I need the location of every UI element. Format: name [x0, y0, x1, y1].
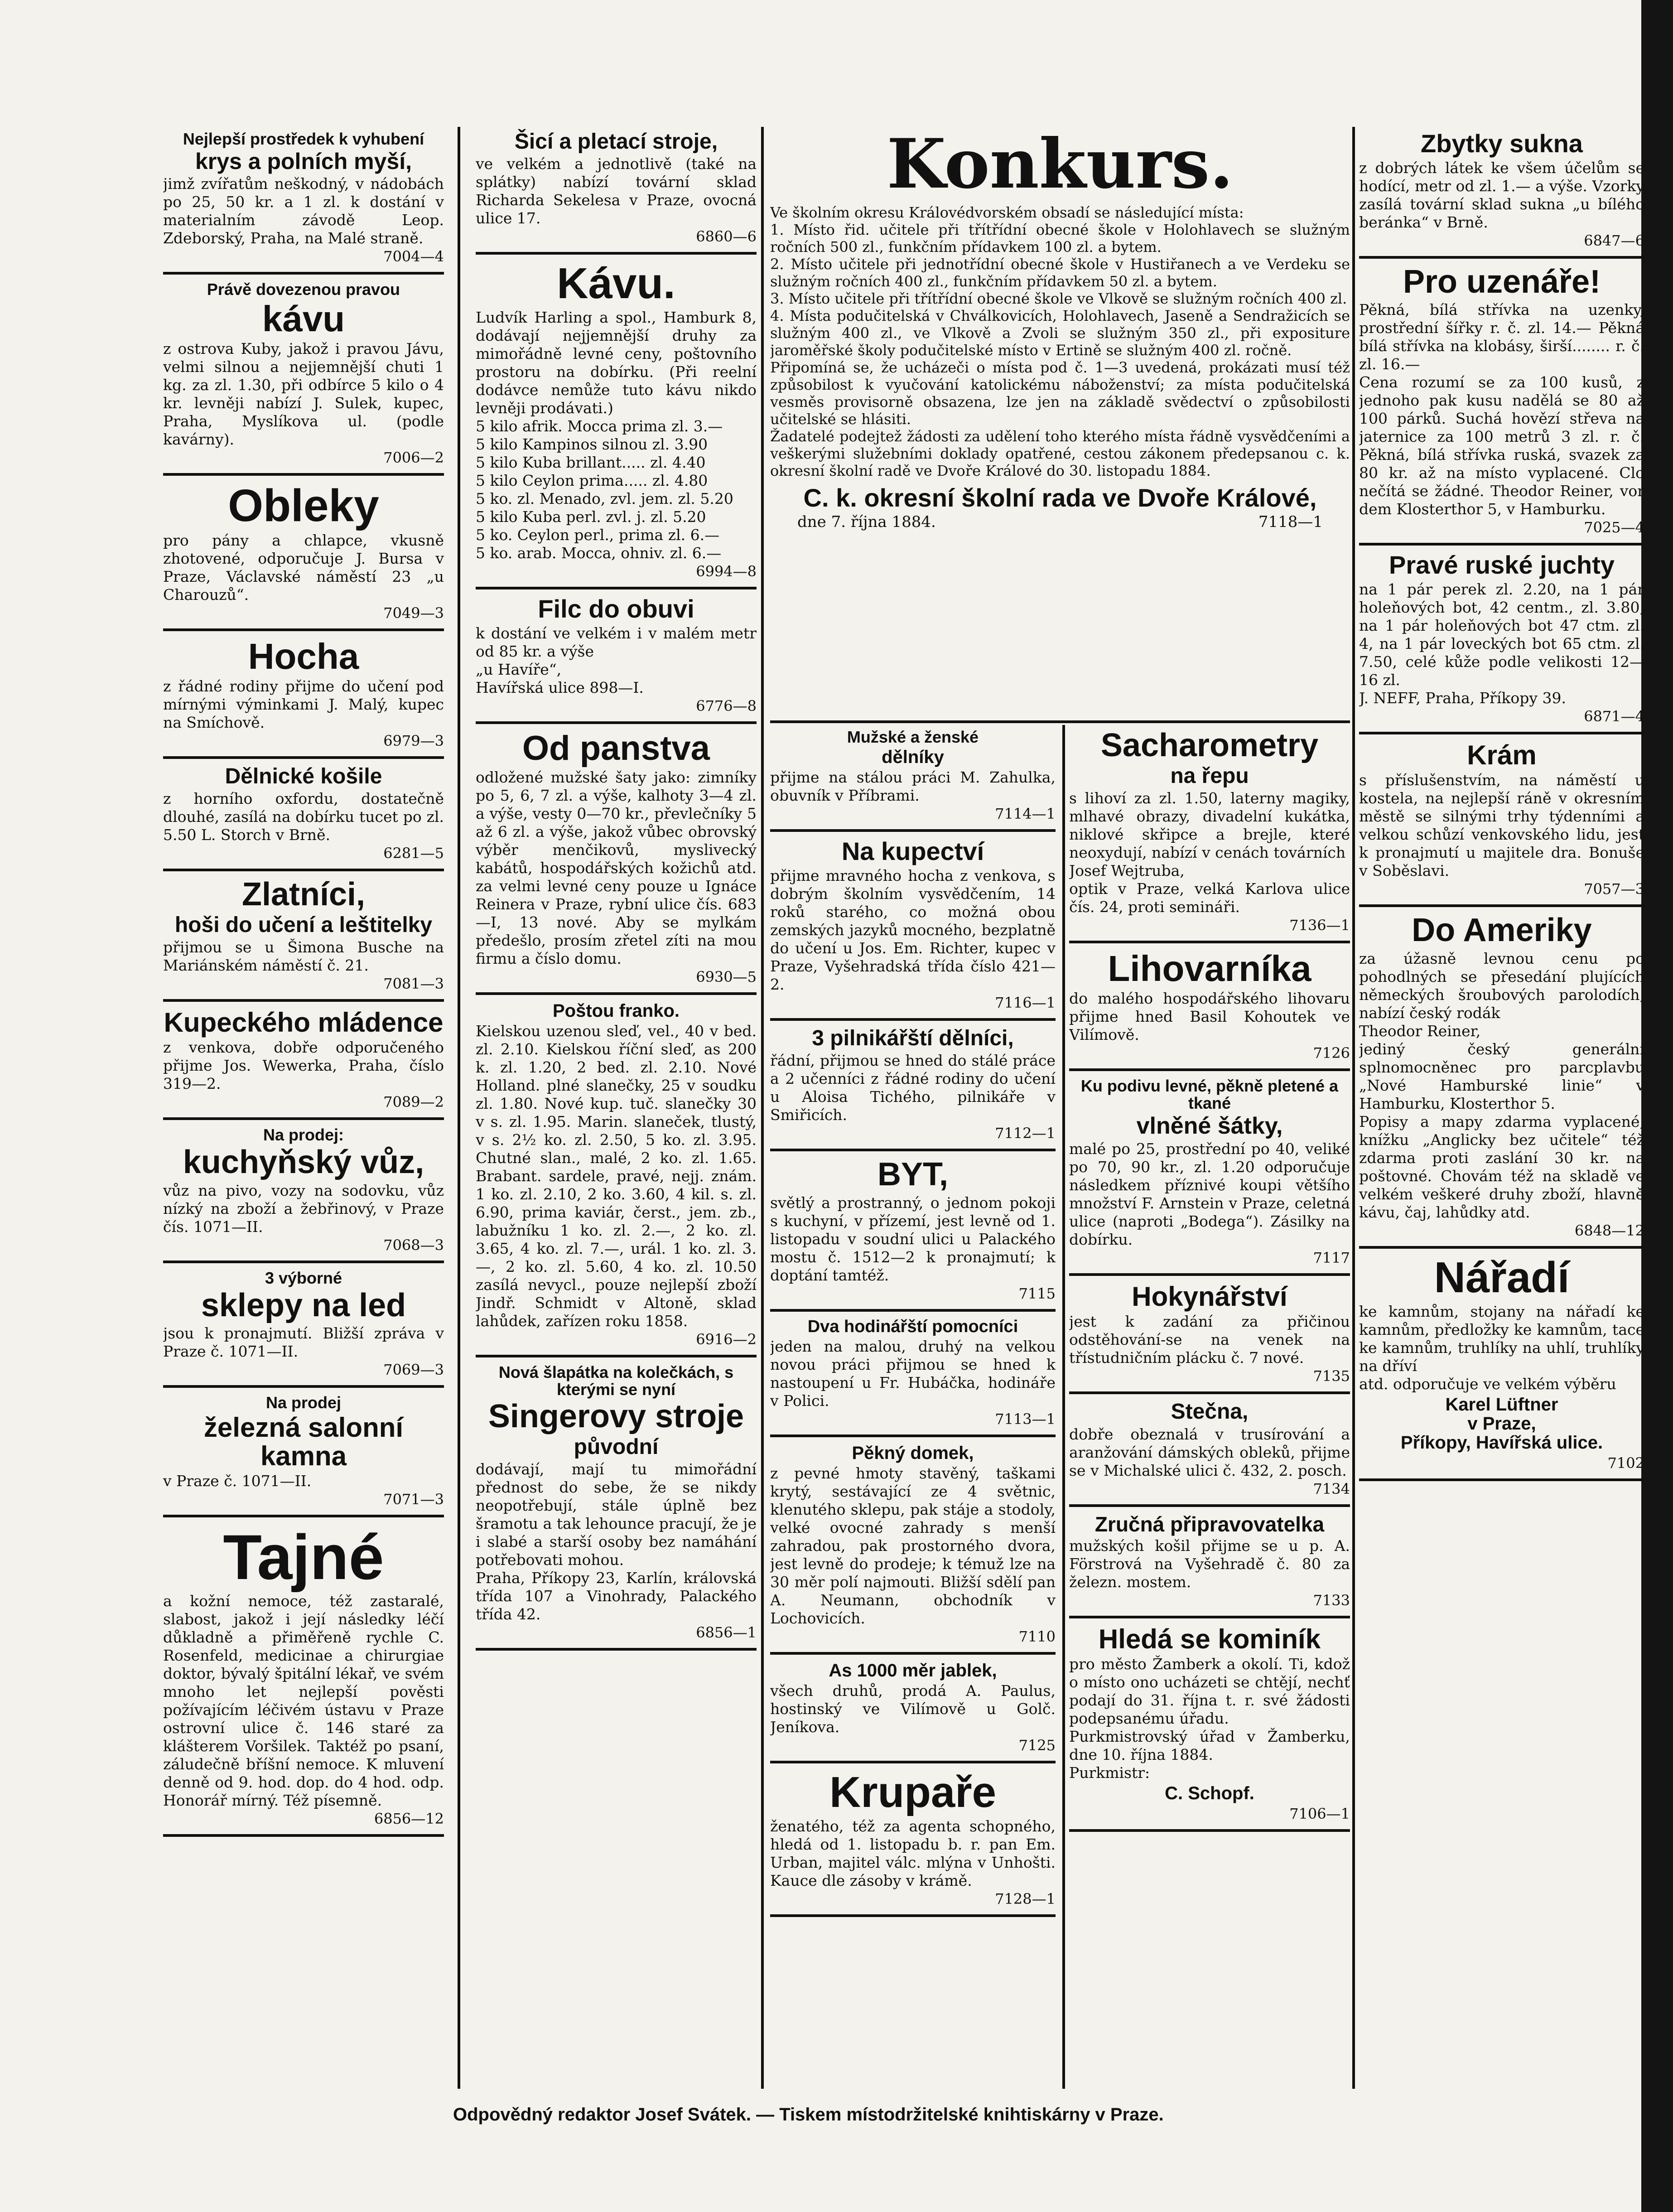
- ad-body: na 1 pár perek zl. 2.20, na 1 pár holeňových bot, 42 centm., zl. 3.80, na 1 pár holeňových bot 47 ctm. zl. 4, na 1 pár loveckých bot 65 ctm. zl. 7.50, celé kůže podle velikosti 12—16 zl. J. NEFF, Praha, Příkopy 39.: [1359, 580, 1644, 707]
- ad-title: Kupeckého mládence: [164, 1007, 444, 1038]
- column-rule: [1352, 127, 1355, 2089]
- ad-ref: 7102: [1607, 1454, 1644, 1472]
- ad-subtitle: původní: [574, 1434, 659, 1459]
- ad-divider: [163, 1834, 444, 1837]
- ad-title: Hledá se kominík: [1098, 1623, 1321, 1654]
- ad-kicker: Nová šlapátka na kolečkách, s kterými se nyní: [498, 1362, 734, 1399]
- ad-block: [770, 725, 1056, 826]
- ad-title: Zručná připravovatelka: [1094, 1512, 1325, 1536]
- ad-body: všech druhů, prodá A. Paulus, hostinský ve Vilímově u Golč. Jeníkova.: [770, 1682, 1056, 1736]
- ad-title: kuchyňský vůz,: [183, 1144, 424, 1181]
- ad-ref: 7112—1: [995, 1124, 1056, 1142]
- ad-ref: 6847—6: [1584, 232, 1644, 249]
- ad-body: přijme na stálou práci M. Zahulka, obuvník v Příbrami.: [770, 768, 1056, 804]
- ad-ref: 7057—3: [1584, 880, 1644, 898]
- ad-signature: C. Schopf.: [1165, 1783, 1254, 1803]
- ad-block: [163, 634, 444, 753]
- ad-title: Stečna,: [1171, 1400, 1249, 1424]
- ad-body: jeden na malou, druhý na velkou novou práci přijmou se hned k nastoupení u Fr. Hubáčka, hodináře v Polici.: [770, 1338, 1056, 1410]
- ad-ref: 7110: [1018, 1628, 1056, 1646]
- ad-title: Pěkný domek,: [852, 1443, 974, 1463]
- ad-body: dodávají, mají tu mimořádní přednost do sebe, že se nikdy neopotřebují, stále úplně bez šramotu a tak lehounce pracují, že je i slabé a starší osoby bez namáhání potřebovati mohou. Praha, Příkopy 23, Karlín, královská třída 107 a Vinohrady, Palackého třída 42.: [476, 1460, 757, 1623]
- ad-divider: [1359, 543, 1644, 546]
- ad-divider: [163, 999, 444, 1002]
- ad-ref: 7136—1: [1289, 916, 1350, 934]
- ad-ref: 7117: [1313, 1249, 1350, 1267]
- column-4: [1359, 127, 1644, 2089]
- ad-block: [1359, 737, 1644, 902]
- ad-body: z dobrých látek ke všem účelům se hodící, metr od zl. 1.— a výše. Vzorky zasílá tovární sklad sukna „u bílého beránka“ v Brně.: [1359, 159, 1644, 231]
- ad-body: řádní, přijmou se hned do stálé práce a 2 učenníci z řádné rodiny do učení u Aloisa Tichého, pilnikáře v Smiřicích.: [770, 1051, 1056, 1124]
- ad-ref: 7049—3: [383, 604, 444, 622]
- ad-title: Pravé ruské juchty: [1389, 551, 1615, 580]
- column-rule: [761, 127, 764, 2089]
- ad-divider: [1359, 1246, 1644, 1249]
- ad-body: do malého hospodářského lihovaru přijme hned Basil Kohoutek ve Vilímově.: [1069, 989, 1350, 1043]
- ad-title: Singerovy stroje: [488, 1398, 744, 1435]
- ad-title: Krupaře: [829, 1768, 997, 1817]
- ad-divider: [476, 1355, 757, 1357]
- ad-block: [1069, 1621, 1350, 1826]
- ad-title: Sacharometry: [1100, 727, 1319, 763]
- ad-body: mužských košil přijme se u p. A. Förstrová na Vyšehradě č. 80 za železn. mostem.: [1069, 1536, 1350, 1591]
- ad-block: [1359, 548, 1644, 729]
- ad-title: Filc do obuvi: [538, 594, 694, 623]
- ad-body: z ostrova Kuby, jakož i pravou Jávu, velmi silnou a nejjemnější chuti 1 kg. za zl. 1.30, při odbírce 5 kilo o 4 kr. levněji nabízí J. Sulek, kupec, Praha, Myslíkova ul. (podle kavárny).: [163, 340, 444, 449]
- ad-ref: 6994—8: [696, 563, 757, 580]
- ad-ref: 7004—4: [383, 248, 444, 266]
- ad-divider: [1069, 1829, 1350, 1832]
- ad-title: Pro uzenáře!: [1403, 263, 1601, 300]
- ad-title: vlněné šátky,: [1136, 1112, 1283, 1139]
- ad-block: [1069, 1279, 1350, 1389]
- ad-block: [476, 727, 757, 990]
- ad-block: [476, 1360, 757, 1646]
- ad-title: Zlatníci,: [241, 876, 366, 913]
- ad-ref: 7113—1: [995, 1410, 1056, 1428]
- ad-title: 3 pilnikářští dělníci,: [812, 1026, 1014, 1050]
- scan-edge: [1641, 0, 1673, 2212]
- ad-ref: 6848—12: [1574, 1222, 1644, 1239]
- ad-block: [770, 835, 1056, 1015]
- ad-block: [1069, 946, 1350, 1066]
- ad-block: [770, 1154, 1056, 1306]
- ad-block: [1069, 1510, 1350, 1613]
- ad-title: Zbytky sukna: [1421, 129, 1583, 158]
- footer-imprint: Odpovědný redaktor Josef Svátek. — Tiskem místodržitelské knihtiskárny v Praze.: [453, 2105, 1164, 2125]
- ad-body: Pěkná, bílá střívka na uzenky, prostřední šířky r. č. zl. 14.— Pěkná bílá střívka na klobásy, širší........ r. č. zl. 16.— Cena rozumí se za 100 kusů, z jednoho pak kusu nadělá se 80 až 100 párků. Suchá hovězí střeva na jaternice za 100 metrů 3 zl. r. č. Pěkná, bílá střívka ruská, svazek za 80 kr. až na místo vyplacené. Clo nečítá se žádné. Theodor Reiner, vor dem Klosterthor 5, v Hamburku.: [1359, 301, 1644, 518]
- ad-divider: [1069, 1504, 1350, 1507]
- ad-block: [476, 592, 757, 719]
- ad-title: kávu: [262, 299, 345, 339]
- ad-block: [476, 998, 757, 1352]
- ad-divider: [1359, 732, 1644, 734]
- ad-kicker: Ku podivu levné, pěkně pletené a tkané: [1080, 1076, 1339, 1112]
- ad-ref: 6776—8: [696, 697, 757, 715]
- ad-body: a kožní nemoce, též zastaralé, slabost, jakož i její následky léčí důkladně a přiměřeně rychle C. Rosenfeld, medicinae a chirurgiae doktor, bývalý špitální lékař, ve svém mnoho let nejlepší pověsti požívajícím léčivém ústavu v Praze ostrovní ulice č. 146 staré za klášterem Voršilek. Taktéž po psaní, záludečně bříšní nemoce. K mluvení denně od 9. hod. dop. do 4 hod. odp. Honorář mírný. Též písemně.: [163, 1592, 444, 1810]
- ad-ref: 7126: [1313, 1044, 1350, 1062]
- ad-block: [163, 1520, 444, 1831]
- ad-subtitle: na řepu: [1170, 763, 1249, 788]
- ad-block: [1069, 725, 1350, 938]
- ad-block: [1359, 910, 1644, 1243]
- ad-ref: 7134: [1313, 1480, 1350, 1497]
- ad-body: dobře obeznalá v trusírování a aranžování dámských obleků, přijme se v Michalské ulici č. 432, 2. posch.: [1069, 1425, 1350, 1479]
- ad-title: Hokynářství: [1132, 1281, 1287, 1312]
- ad-title: Hocha: [248, 636, 359, 677]
- ad-title: BYT,: [877, 1156, 949, 1193]
- ad-body: jest k zadání za přičinou odstěhování-se na venek na třístudničním plácku č. 7 nové.: [1069, 1313, 1350, 1367]
- ad-ref: 7114—1: [995, 805, 1056, 822]
- column-2: [476, 127, 757, 2089]
- ad-block: [163, 1266, 444, 1382]
- ad-divider: [163, 1117, 444, 1120]
- ad-subtitle: hoši do učení a leštitelky: [174, 913, 433, 937]
- ad-divider: [770, 1761, 1056, 1763]
- ad-ref: 6856—12: [374, 1810, 444, 1828]
- ad-ref: 7128—1: [995, 1890, 1056, 1908]
- ad-divider: [770, 1018, 1056, 1021]
- ad-signature: Karel Lüftner v Praze, Příkopy, Havířská ulice.: [1400, 1394, 1603, 1453]
- ad-ref: 6979—3: [383, 732, 444, 750]
- ad-ref: 7081—3: [383, 975, 444, 993]
- ad-divider: [476, 252, 757, 255]
- ad-block: [163, 277, 444, 470]
- ad-body: pro město Žamberk a okolí. Ti, kdož o místo ono ucházeti se chtějí, nechť podají do 31. října t. r. své žádosti podepsanému úřadu. Purkmistrovský úřad v Žamberku, dne 10. října 1884. Purkmistr:: [1069, 1655, 1350, 1782]
- ad-title: Kávu.: [557, 259, 675, 308]
- ad-body: světlý a prostranný, o jednom pokoji s kuchyní, v přízemí, jest levně od 1. listopadu v soudní ulici u Palackého mostu č. 1512—2 k pronajmutí; k doptání tamtéž.: [770, 1193, 1056, 1284]
- konkurs-title: Konkurs.: [887, 127, 1234, 204]
- ad-block: [770, 1440, 1056, 1649]
- ad-divider: [1069, 1273, 1350, 1276]
- ad-block: [163, 874, 444, 996]
- ad-divider: [1069, 1391, 1350, 1394]
- ad-kicker: Právě dovezenou pravou: [207, 280, 400, 299]
- ad-ref: 6281—5: [383, 845, 444, 862]
- ad-body: pro pány a chlapce, vkusně zhotovené, odporučuje J. Bursa v Praze, Václavské náměstí 23 „u Charouzů“.: [163, 531, 444, 604]
- ad-ref: 7116—1: [995, 994, 1056, 1011]
- ad-ref: 7133: [1313, 1591, 1350, 1609]
- ad-block: [163, 762, 444, 866]
- ad-block: [163, 1005, 444, 1115]
- ad-title: dělníky: [882, 747, 944, 767]
- ad-ref: 7071—3: [383, 1491, 444, 1508]
- ad-divider: [770, 1434, 1056, 1437]
- ad-divider: [163, 1385, 444, 1388]
- ad-ref: 6860—6: [696, 228, 757, 246]
- ad-block: [476, 127, 757, 249]
- ad-divider: [1069, 1616, 1350, 1618]
- ad-block: [770, 1657, 1056, 1758]
- ad-divider: [163, 272, 444, 275]
- ad-divider: [1359, 1478, 1644, 1481]
- ad-block: [163, 478, 444, 626]
- ad-ref: 6916—2: [696, 1330, 757, 1348]
- ad-body: Kielskou uzenou sleď, vel., 40 v bed. zl. 2.10. Kielskou říční sleď, as 200 k. zl. 1.20, 2 bed. zl. 2.10. Nové Holland. plné slanečky, 25 v soudku zl. 1.80. Nové kup. tuč. slanečky 30 v s. zl. 1.95. Marin. slaneček, tlustý, v s. 2½ ko. zl. 2.50, 5 ko. zl. 3.95. Chutné slan., malé, 2 ko. zl. 1.65. Brabant. sardele, pravé, nejj. znám. 1 ko. zl. 2.10, 2 ko. 3.60, 4 kil. s. zl. 6.90, prima kaviár, čerst., jem. zb., labužníku 1 ko. zl. 2.—, 2 ko. zl. 3.65, 4 ko. zl. 7.—, urál. 1 ko. zl. 3.—, 2 ko. zl. 5.60, 4 ko. zl. 10.50 zasílá nevycl., pouze nejlepší zboží Jindř. Schmidt v Altoně, sklad lahůdek, zařízen roku 1858.: [476, 1022, 757, 1330]
- ad-block: [1069, 1074, 1350, 1270]
- ad-divider: [770, 1914, 1056, 1917]
- ad-kicker: Mužské a ženské: [847, 728, 979, 746]
- ad-block: [770, 1314, 1056, 1432]
- ad-body: jsou k pronajmutí. Bližší zpráva v Praze č. 1071—II.: [163, 1324, 444, 1361]
- ad-body: k dostání ve velkém i v malém metr od 85 kr. a výše „u Havíře“, Havířská ulice 898—I.: [476, 624, 757, 696]
- ad-block: [163, 1123, 444, 1257]
- ad-body: malé po 25, prostřední po 40, veliké po 70, 90 kr., zl. 1.20 odporučuje následkem příznivé koupi většího množství F. Arnstein v Praze, celetná ulice (naproti „Bodega“). Zásilky na dobírku.: [1069, 1140, 1350, 1249]
- ad-title: Šicí a pletací stroje,: [514, 130, 718, 154]
- ad-body: s lihoví za zl. 1.50, laterny magiky, mlhavé obrazy, divadelní kukátka, niklové skřipce a brejle, které neoxydují, nabízí v cenách továrních Josef Wejtruba, optik v Praze, velká Karlova ulice čís. 24, proti semináři.: [1069, 789, 1350, 916]
- ad-body: Ludvík Harling a spol., Hamburk 8, dodávají nejjemnější druhy za mimořádně levné ceny, poštovního prostoru na dobírku. (Při reelní dodávce nemůže tuto kávu nikdo levněji prodávati.) 5 kilo afrik. Mocca prima zl. 3.— 5 kilo Kampinos silnou zl. 3.90 5 kilo Kuba brillant..... zl. 4.40 5 kilo Ceylon prima..... zl. 4.80 5 ko. zl. Menado, zvl. jem. zl. 5.20 5 kilo Kuba perl. zvl. j. zl. 5.20 5 ko. Ceylon perl., prima zl. 6.— 5 ko. arab. Mocca, ohniv. zl. 6.—: [476, 309, 757, 562]
- ad-body: z horního oxfordu, dostatečně dlouhé, zasílá na dobírku tucet po zl. 5.50 L. Storch v Brně.: [163, 790, 444, 844]
- ad-divider: [770, 1309, 1056, 1312]
- ad-title: Na kupectví: [841, 836, 984, 865]
- ad-divider: [1069, 941, 1350, 943]
- ad-title: Dělnické košile: [225, 764, 382, 789]
- ad-body: v Praze č. 1071—II.: [163, 1472, 312, 1490]
- ad-body: z řádné rodiny přijme do učení pod mírnými výminkami J. Malý, kupec na Smíchově.: [163, 677, 444, 732]
- ad-block: [1359, 1251, 1644, 1476]
- ad-divider: [476, 721, 757, 724]
- ad-body: přijme mravného hocha z venkova, s dobrým školním vysvědčením, 14 roků starého, co možná obou zemských jazyků mocného, bezplatně do učení u Jos. Em. Richter, kupec v Praze, Vyšehradská třída číslo 421—2.: [770, 866, 1056, 993]
- ad-body: z pevné hmoty stavěný, taškami krytý, sestávající ze 4 světnic, klenutého sklepu, pak stáje a stodoly, velké ovocné zahrady s menší zahradou, pak prostorného dvora, jest levně do prodeje; k témuž lze na 30 měr polí najmouti. Bližší sdělí pan A. Neumann, obchodník v Lochovicích.: [770, 1464, 1056, 1628]
- ad-divider: [476, 1648, 757, 1651]
- ad-divider: [1069, 1068, 1350, 1071]
- ad-kicker: Na prodej: [265, 1393, 342, 1412]
- column-1: [163, 127, 444, 2089]
- ad-kicker: 3 výborné: [265, 1268, 342, 1287]
- ad-kicker: Na prodej:: [263, 1125, 344, 1145]
- konkurs-date: dne 7. října 1884.: [797, 513, 936, 531]
- konkurs-ref: 7118—1: [1258, 513, 1323, 531]
- ad-ref: 7089—2: [383, 1093, 444, 1111]
- ad-body: vůz na pivo, vozy na sodovku, vůz nízký na zboží a žebřinový, v Praze čís. 1071—II.: [163, 1181, 444, 1236]
- ad-body: ve velkém a jednotlivě (také na splátky) nabízí tovární sklad Richarda Sekelesa v Praze, ovocná ulice 17.: [476, 155, 757, 227]
- ad-title: krys a polních myší,: [195, 148, 412, 174]
- ad-body: s příslušenstvím, na náměstí u kostela, na nejlepší ráně v okresním městě se silnými trhy týdenními a velkou schůzí venkovského lidu, jest k pronajmutí u majitele dra. Bonuše v Soběslavi.: [1359, 771, 1644, 880]
- ad-block: [476, 257, 757, 584]
- column-rule: [458, 127, 460, 2089]
- ad-divider: [163, 1515, 444, 1517]
- ad-divider: [163, 869, 444, 871]
- ad-body: ke kamnům, stojany na nářadí ke kamnům, předložky ke kamnům, tace ke kamnům, truhlíky na uhlí, truhlíky na dříví atd. odporučuje ve velkém výběru: [1359, 1302, 1644, 1393]
- konkurs-signature: C. k. okresní školní rada ve Dvoře Králové,: [803, 483, 1317, 512]
- ad-body: ženatého, též za agenta schopného, hledá od 1. listopadu b. r. pan Em. Urban, majitel válc. mlýna v Unhošti. Kauce dle zásoby v krámě.: [770, 1817, 1056, 1890]
- ad-ref: 7025—4: [1584, 519, 1644, 536]
- ad-ref: 7069—3: [383, 1361, 444, 1379]
- ad-divider: [1359, 904, 1644, 907]
- ad-title: Krám: [1467, 740, 1537, 771]
- ad-divider: [1359, 256, 1644, 259]
- column-rule: [1062, 725, 1065, 2089]
- ad-divider: [770, 1652, 1056, 1655]
- ad-block: [770, 1024, 1056, 1146]
- ad-title: Dva hodinářští pomocníci: [807, 1317, 1018, 1336]
- ad-body: přijmou se u Šimona Busche na Mariánském náměstí č. 21.: [163, 938, 444, 975]
- ad-ref: 7125: [1018, 1737, 1056, 1754]
- ad-divider: [163, 1261, 444, 1263]
- ad-title: As 1000 měr jablek,: [829, 1661, 997, 1681]
- column-3-konkurs: [770, 127, 1350, 716]
- ad-title: železná salonní kamna: [203, 1412, 404, 1472]
- ad-ref: 6856—1: [696, 1624, 757, 1642]
- ad-title: Poštou franko.: [552, 1000, 680, 1021]
- ad-ref: 7006—2: [383, 449, 444, 467]
- ad-divider: [163, 756, 444, 759]
- ad-body: jimž zvířatům neškodný, v nádobách po 25, 50 kr. a 1 zl. k dostání v materialním závodě Leop. Zdeborský, Praha, na Malé straně.: [163, 175, 444, 247]
- ad-block: [1359, 261, 1644, 541]
- ad-body: za úžasně levnou cenu po pohodlných se přesedání plujících německých šroubových parolodích, nabízí český rodák Theodor Reiner, jediný český generální splnomocněnec pro parcplavbu „Nové Hamburské linie“ v Hamburku, Klosterthor 5. Popisy a mapy zdarma vyplacené, knížku „Anglicky bez učitele“ též zdarma proti zaslání 30 kr. na poštovné. Chovám též na skladě ve velkém veškeré druhy zboží, hlavně kávu, čaj, lahůdky atd.: [1359, 949, 1644, 1221]
- ad-divider: [163, 473, 444, 476]
- ad-divider: [476, 992, 757, 995]
- ad-block: [1359, 127, 1644, 253]
- ad-title: Nářadí: [1434, 1253, 1570, 1302]
- ad-title: Tajné: [223, 1521, 384, 1593]
- ad-title: Do Ameriky: [1412, 912, 1592, 949]
- ad-body: z venkova, dobře odporučeného přijme Jos. Wewerka, Praha, číslo 319—2.: [163, 1038, 444, 1093]
- ad-divider: [770, 829, 1056, 832]
- ad-ref: 7115: [1018, 1285, 1056, 1302]
- ad-title: Od panstva: [522, 729, 710, 768]
- ad-divider: [770, 1149, 1056, 1151]
- ad-block: [1069, 1397, 1350, 1501]
- ad-ref: 6930—5: [696, 968, 757, 985]
- ad-ref: 7106—1: [1289, 1805, 1350, 1822]
- konkurs-body: Ve školním okresu Královédvorském obsadí se následující místa: 1. Místo řid. učitele při třítřídní obecné škole v Holohlavech se služným ročních 500 zl., funkčním přídavkem 100 zl. a bytem. 2. Místo učitele při jednotřídní obecné škole v Hustiřanech a ve Verdeku se služným ročních 400 zl., funkčním přídavkem 50 zl. a bytem. 3. Místo učitele při třítřídní obecné škole ve Vlkově se služným ročních 400 zl. 4. Místa podučitelská v Chválkovicích, Holohlavech, Jaseně a Sendražicích se služným 400 zl., ve Vlkově a Zvoli se služným 350 zl., při expositure jaroměřské školy podučitelské místo v Ertině se služným 400 zl. ročně. Připomíná se, že ucházeči o místa pod č. 1—3 uvedená, prokázati musí též způsobilost k vyučování katolickému náboženství; za místa podučitelská vesměs provisorně obsazena, lze jen na základě svědectví o způsobilosti učitelské se hlásiti. Žadatelé podejtež žádosti za udělení toho kterého místa řádně vysvědčeními a veškerými služebními doklady opatřené, cestou zákonem předepsanou c. k. okresní školní radě ve Dvoře Králové do 30. listopadu 1884.: [770, 203, 1350, 479]
- ad-block: [163, 1391, 444, 1512]
- column-3a: [770, 725, 1056, 2089]
- ad-title: sklepy na led: [201, 1287, 406, 1323]
- ad-block: [163, 127, 444, 269]
- ad-body: odložené mužské šaty jako: zimníky po 5, 6, 7 zl. a výše, kalhoty 3—4 zl. a výše, vesty 0—70 kr., převlečníky 5 až 6 zl. a výše, jakož vůbec obrovský výběr menčikovů, myslivecký kabátů, hospodářských kožichů atd. za velmi levné ceny pouze u Ignáce Reinera v Praze, rybní ulice čís. 683—I, 13 nové. Aby se mylkám předešlo, prosím zřetel zíti na mou firmu a číslo domu.: [476, 768, 757, 967]
- ad-ref: 7135: [1313, 1367, 1350, 1385]
- ad-block: [770, 1766, 1056, 1912]
- ad-ref: 6871—4: [1584, 708, 1644, 725]
- column-3b: [1069, 725, 1350, 2089]
- ad-title: Lihovarníka: [1108, 948, 1311, 989]
- ad-divider: [476, 587, 757, 589]
- ad-divider: [163, 628, 444, 631]
- ad-title: Obleky: [228, 480, 379, 531]
- ad-ref: 7068—3: [383, 1236, 444, 1254]
- section-rule: [770, 720, 1350, 723]
- ad-kicker: Nejlepší prostředek k vyhubení: [183, 130, 424, 148]
